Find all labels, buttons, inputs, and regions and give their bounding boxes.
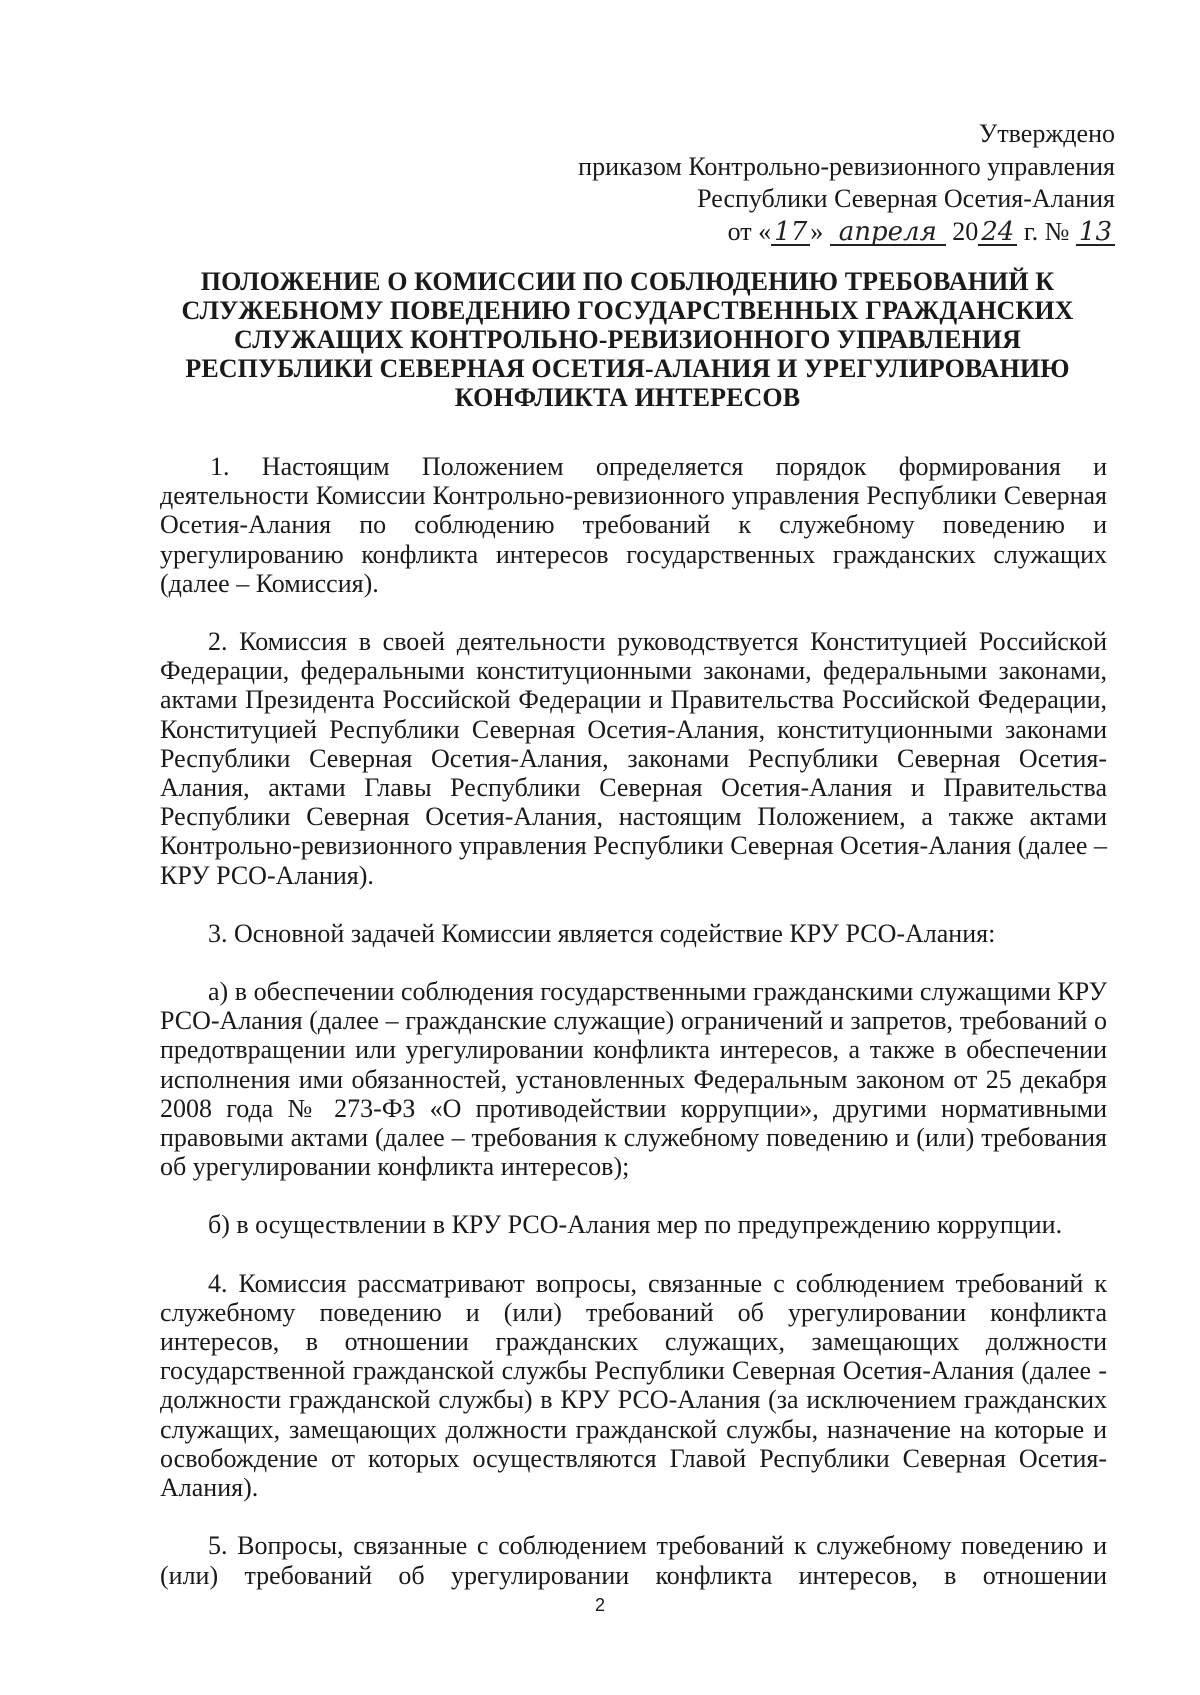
approval-label: Утверждено — [978, 119, 1115, 148]
approval-order-line: приказом Контрольно-ревизионного управления — [578, 151, 1115, 181]
paragraph-1: 1. Настоящим Положением определяется порядок формирования и деятельности Комиссии Контрольно-ревизионного управления Республики Северная Осетия-Алания по соблюдению требований к служебному поведению и урегулированию конфликта интересов государственных гражданских служащих (далее – Комиссия). — [160, 452, 1107, 598]
date-day-close: » — [810, 216, 824, 246]
handwritten-day: 17 — [771, 220, 810, 246]
document-title: ПОЛОЖЕНИЕ О КОМИССИИ ПО СОБЛЮДЕНИЮ ТРЕБОВАНИЙ К СЛУЖЕБНОМУ ПОВЕДЕНИЮ ГОСУДАРСТВЕННЫХ ГРАЖДАНСКИХ СЛУЖАЩИХ КОНТРОЛЬНО-РЕВИЗИОННОГО УПРАВЛЕНИЯ РЕСПУБЛИКИ СЕВЕРНАЯ ОСЕТИЯ-АЛАНИЯ И УРЕГУЛИРОВАНИЮ КОНФЛИКТА ИНТЕРЕСОВ — [181, 267, 1074, 412]
paragraph-3: 3. Основной задачей Комиссии является содействие КРУ РСО-Алания: — [208, 918, 996, 948]
paragraph-4: 4. Комиссия рассматривают вопросы, связанные с соблюдением требований к служебному поведению и (или) требований об урегулировании конфликта интересов, в отношении гражданских служащих, замещающих должности государственной гражданской службы Республики Северная Осетия-Алания (далее - должности гражданской службы) в КРУ РСО-Алания (за исключением гражданских служащих, замещающих должности гражданской службы, назначение на которые и освобождение от которых осуществляются Главой Республики Северная Осетия-Алания). — [160, 1268, 1107, 1503]
handwritten-number: 13 — [1076, 220, 1115, 246]
paragraph-3b: б) в осуществлении в КРУ РСО-Алания мер по предупреждению коррупции. — [208, 1210, 1063, 1240]
paragraph-3a: а) в обеспечении соблюдения государственными гражданскими служащими КРУ РСО-Алания (далее – гражданские служащие) ограничений и запретов, требований о предотвращении или урегулировании конфликта интересов, а также в обеспечении исполнения ими обязанностей, установленных Федеральным законом от 25 декабря 2008 года № 273-ФЗ «О противодействии коррупции», другими нормативными правовыми актами (далее – требования к служебному поведению и (или) требования об урегулировании конфликта интересов); — [160, 977, 1107, 1182]
approval-date-line — [578, 216, 1115, 249]
year-end: г. № — [1023, 216, 1070, 246]
year-prefix: 20 — [952, 216, 979, 246]
approval-stamp — [578, 118, 1115, 248]
handwritten-month: апреля — [830, 220, 946, 246]
document-body — [160, 452, 1107, 1619]
paragraph-5: 5. Вопросы, связанные с соблюдением требований к служебному поведению и (или) требований об урегулировании конфликта интересов, в отношении — [160, 1531, 1107, 1590]
handwritten-year: 24 — [978, 220, 1017, 246]
paragraph-2: 2. Комиссия в своей деятельности руководствуется Конституцией Российской Федерации, федеральными конституционными законами, федеральными законами, актами Президента Российской Федерации и Правительства Российской Федерации, Конституцией Республики Северная Осетия-Алания, конституционными законами Республики Северная Осетия-Алания, законами Республики Северная Осетия-Алания, актами Главы Республики Северная Осетия-Алания и Правительства Республики Северная Осетия-Алания, настоящим Положением, а также актами Контрольно-ревизионного управления Республики Северная Осетия-Алания (далее – КРУ РСО-Алания). — [160, 627, 1107, 890]
page-number: 2 — [594, 1595, 605, 1615]
date-prefix: от « — [727, 216, 772, 246]
approval-republic-line: Республики Северная Осетия-Алания — [697, 184, 1115, 213]
